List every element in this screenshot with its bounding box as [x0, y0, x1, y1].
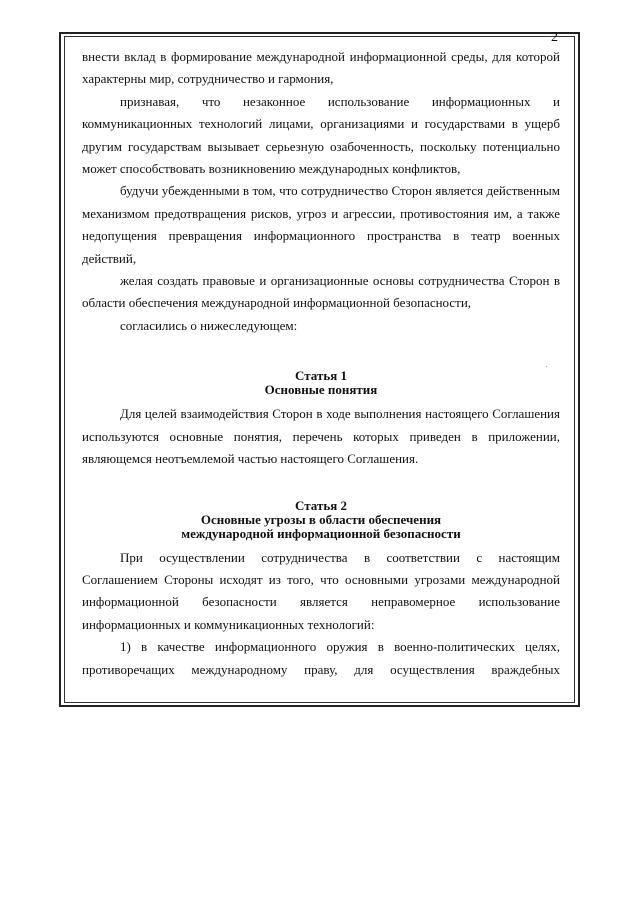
- paragraph-intro-5: согласились о нижеследующем:: [120, 317, 298, 333]
- article-1-heading: [82, 369, 560, 397]
- article-1-number: Статья 1: [295, 368, 347, 384]
- paragraph-intro-4: желая создать правовые и организационные основы сотрудничества Сторон в области обеспечения международной информационной безопасности,: [82, 273, 560, 311]
- article-2-title-line-2: международной информационной безопасности: [181, 525, 461, 541]
- document-body: [82, 46, 560, 681]
- scan-speck: [546, 366, 547, 367]
- article-1-text: Для целей взаимодействия Сторон в ходе выполнения настоящего Соглашения используются основные понятия, перечень которых приведен в приложении, являющемся неотъемлемой частью настоящего Соглашения.: [82, 406, 560, 467]
- article-2-text-1: При осуществлении сотрудничества в соответствии с настоящим Соглашением Стороны исходят из того, что основными угрозами международной информационной безопасности является неправомерное использование информационных и коммуникационных технологий:: [82, 549, 560, 632]
- paragraph-intro-2: признавая, что незаконное использование информационных и коммуникационных технологий лицами, организациями и государствами в ущерб другим государствам вызывает серьезную озабоченность, поскольку потенциально может способствовать возникновению международных конфликтов,: [82, 93, 560, 177]
- article-2-text-2: 1) в качестве информационного оружия в военно-политических целях, противоречащих международному праву, для осуществления враждебных: [82, 639, 560, 677]
- article-2-title-line-1: Основные угрозы в области обеспечения: [200, 511, 442, 527]
- article-2-number: Статья 2: [295, 497, 347, 513]
- paragraph-intro-1: внести вклад в формирование международной информационной среды, для которой характерны мир, сотрудничество и гармония,: [82, 49, 560, 87]
- article-1-title: Основные понятия: [264, 382, 378, 398]
- page-number: 2: [551, 30, 558, 45]
- article-2-heading: [82, 499, 560, 541]
- paragraph-intro-3: будучи убежденными в том, что сотрудничество Сторон является действенным механизмом предотвращения рисков, угроз и агрессии, противостояния им, а также недопущения превращения информационного пространства в театр военных действий,: [82, 183, 560, 266]
